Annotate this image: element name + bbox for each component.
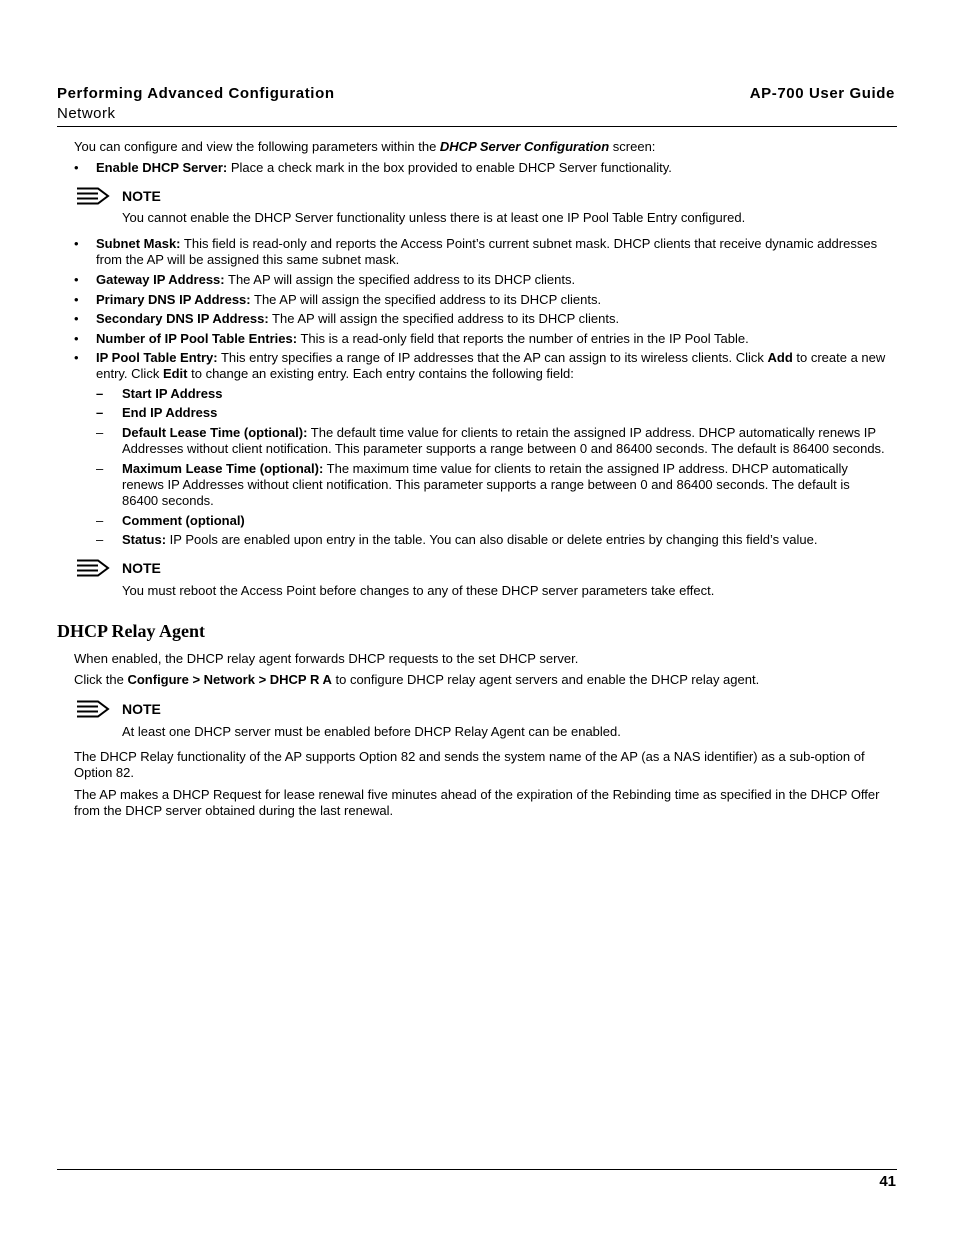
note-icon [76,559,110,577]
paragraph: Click the Configure > Network > DHCP R A to configure DHCP relay agent servers and enable the DHCP relay agent. [74,672,760,687]
dash-marker: – [96,461,104,476]
sub-list-item: End IP Address [122,405,218,420]
list-item: IP Pool Table Entry: This entry specifies a range of IP addresses that the AP can assign to its wireless clients. Click Add to create a new entry. Click Edit to change an existing entry. Each entry contains the following field: [96,350,886,381]
bullet-marker: • [74,350,79,365]
sub-list-item: Status: IP Pools are enabled upon entry in the table. You can also disable or delete entries by changing this field’s value. [122,532,818,547]
footer-rule [57,1169,897,1170]
dash-marker: – [96,386,104,401]
dash-marker: – [96,532,104,547]
note-label: NOTE [122,701,161,717]
dash-marker: – [96,405,104,420]
bullet-marker: • [74,160,79,175]
note-label: NOTE [122,188,161,204]
list-item: Gateway IP Address: The AP will assign the specified address to its DHCP clients. [96,272,576,287]
list-item: Number of IP Pool Table Entries: This is a read-only field that reports the number of entries in the IP Pool Table. [96,331,749,346]
list-item: Subnet Mask: This field is read-only and reports the Access Point’s current subnet mask. DHCP clients that receive dynamic addresses from the AP will be assigned this same subnet mask. [96,236,878,267]
guide-title: AP-700 User Guide [749,85,895,102]
bullet-marker: • [74,292,79,307]
sub-list-item: Comment (optional) [122,513,245,528]
list-item: Primary DNS IP Address: The AP will assign the specified address to its DHCP clients. [96,292,602,307]
note-text: You must reboot the Access Point before changes to any of these DHCP server parameters take effect. [122,583,715,598]
section-heading: DHCP Relay Agent [57,621,205,641]
sub-list-item: Start IP Address [122,386,223,401]
paragraph: When enabled, the DHCP relay agent forwards DHCP requests to the set DHCP server. [74,651,579,666]
page-header [57,85,335,123]
bullet-marker: • [74,331,79,346]
chapter-title: Performing Advanced Configuration [57,85,335,102]
dash-marker: – [96,425,104,440]
dash-marker: – [96,513,104,528]
sub-list-item: Default Lease Time (optional): The default time value for clients to retain the assigned IP address. DHCP automatically renews IP Addresses without client notification. This parameter supports a range between 0 and 86400 seconds. The default is 86400 seconds. [122,425,885,456]
bullet-marker: • [74,272,79,287]
note-text: At least one DHCP server must be enabled before DHCP Relay Agent can be enabled. [122,724,621,739]
paragraph: The AP makes a DHCP Request for lease renewal five minutes ahead of the expiration of the Rebinding time as specified in the DHCP Offer from the DHCP server obtained during the last renewal. [74,787,880,818]
bullet-marker: • [74,311,79,326]
note-label: NOTE [122,560,161,576]
intro-paragraph: You can configure and view the following parameters within the DHCP Server Configuration screen: [74,139,656,154]
note-text: You cannot enable the DHCP Server functionality unless there is at least one IP Pool Table Entry configured. [122,210,746,225]
page-number: 41 [879,1173,896,1190]
note-icon [76,187,110,205]
header-rule [57,126,897,127]
list-item: Secondary DNS IP Address: The AP will assign the specified address to its DHCP clients. [96,311,620,326]
paragraph: The DHCP Relay functionality of the AP supports Option 82 and sends the system name of the AP (as a NAS identifier) as a sub-option of Option 82. [74,749,865,780]
note-icon [76,700,110,718]
sub-list-item: Maximum Lease Time (optional): The maximum time value for clients to retain the assigned IP address. DHCP automatically renews IP Addresses without client notification. This parameter supports a range between 0 and 86400 seconds. The default is 86400 seconds. [122,461,850,508]
list-item: Enable DHCP Server: Place a check mark in the box provided to enable DHCP Server functionality. [96,160,672,175]
bullet-marker: • [74,236,79,251]
section-name: Network [57,105,116,122]
